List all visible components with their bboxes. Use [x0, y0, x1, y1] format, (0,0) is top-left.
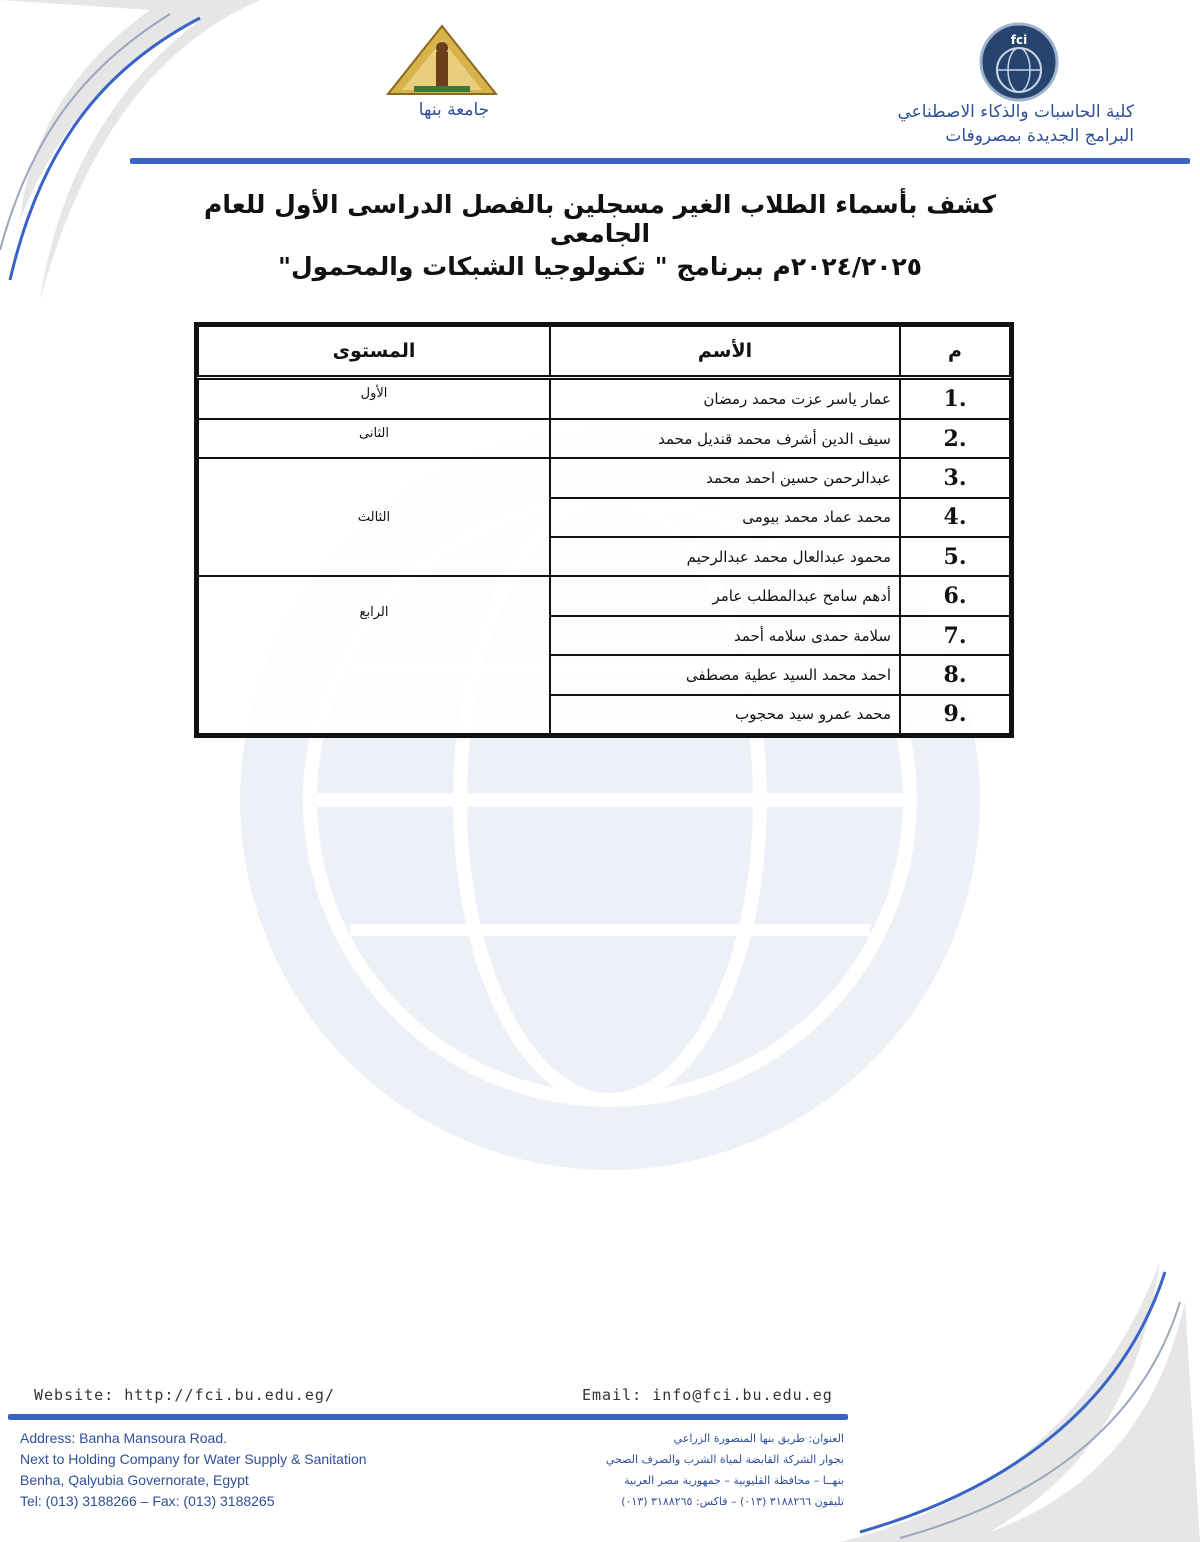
row-name: سيف الدين أشرف محمد قنديل محمد [550, 419, 900, 458]
row-num: 8. [900, 655, 1010, 694]
faculty-name [714, 100, 1134, 148]
row-num: 6. [900, 576, 1010, 615]
address-line: بجوار الشركة القابضة لمياة الشرب والصرف الصحي [605, 1453, 844, 1466]
table-row [198, 378, 1010, 419]
university-name: جامعة بنها [418, 100, 490, 120]
row-num: 5. [900, 537, 1010, 576]
header-divider [130, 158, 1190, 164]
row-num: 9. [900, 695, 1010, 734]
header-level: المستوى [198, 326, 550, 378]
address-english [20, 1428, 490, 1512]
table-row [198, 576, 1010, 615]
address-line: Next to Holding Company for Water Supply & Sanitation [20, 1451, 367, 1467]
table-row [198, 458, 1010, 497]
row-name: محمد عمرو سيد محجوب [550, 695, 900, 734]
table-header-row [198, 326, 1010, 378]
students-table [194, 322, 1014, 738]
row-name: عبدالرحمن حسين احمد محمد [550, 458, 900, 497]
row-level: الرابع [198, 576, 550, 734]
address-line: تليفون ٣١٨٨٢٦٦ (٠١٣) – فاكس: ٣١٨٨٢٦٥ (٠١٣) [621, 1495, 844, 1508]
row-name: عمار ياسر عزت محمد رمضان [550, 378, 900, 419]
address-line: بنهــا – محافظة القليوبية – جمهورية مصر العربية [624, 1474, 844, 1487]
faculty-logo [975, 22, 1063, 102]
faculty-name-line2: البرامج الجديدة بمصروفات [945, 126, 1134, 146]
decorative-swoosh-bottom-right [840, 1242, 1200, 1542]
row-num: 3. [900, 458, 1010, 497]
row-level: الأول [198, 378, 550, 419]
address-line: العنوان: طريق بنها المنصورة الزراعي [673, 1432, 844, 1445]
header-num: م [900, 326, 1010, 378]
row-name: محمد عماد محمد بيومى [550, 498, 900, 537]
address-arabic [470, 1428, 844, 1512]
row-name: محمود عبدالعال محمد عبدالرحيم [550, 537, 900, 576]
document-title-line1: كشف بأسماء الطلاب الغير مسجلين بالفصل الدراسى الأول للعام الجامعى [204, 190, 996, 248]
table-row [198, 419, 1010, 458]
row-level: الثالث [198, 458, 550, 576]
row-num: 7. [900, 616, 1010, 655]
address-line: Benha, Qalyubia Governorate, Egypt [20, 1472, 249, 1488]
address-line: Address: Banha Mansoura Road. [20, 1430, 228, 1446]
row-name: احمد محمد السيد عطية مصطفى [550, 655, 900, 694]
row-level: الثانى [198, 419, 550, 458]
email-link[interactable]: Email: info@fci.bu.edu.eg [582, 1386, 833, 1404]
faculty-logo-text: fci [1010, 33, 1028, 47]
row-num: 1. [900, 378, 1010, 419]
faculty-name-line1: كلية الحاسبات والذكاء الاصطناعي [897, 102, 1134, 122]
address-line: Tel: (013) 3188266 – Fax: (013) 3188265 [20, 1493, 275, 1509]
document-title-line2: ٢٠٢٤/٢٠٢٥م ببرنامج " تكنولوجيا الشبكات والمحمول" [277, 252, 923, 281]
row-num: 2. [900, 419, 1010, 458]
footer-divider [8, 1414, 848, 1420]
row-name: سلامة حمدى سلامه أحمد [550, 616, 900, 655]
row-name: أدهم سامح عبدالمطلب عامر [550, 576, 900, 615]
header-name: الأسم [550, 326, 900, 378]
university-logo [384, 22, 500, 102]
website-link[interactable]: Website: http://fci.bu.edu.eg/ [34, 1386, 335, 1404]
row-num: 4. [900, 498, 1010, 537]
